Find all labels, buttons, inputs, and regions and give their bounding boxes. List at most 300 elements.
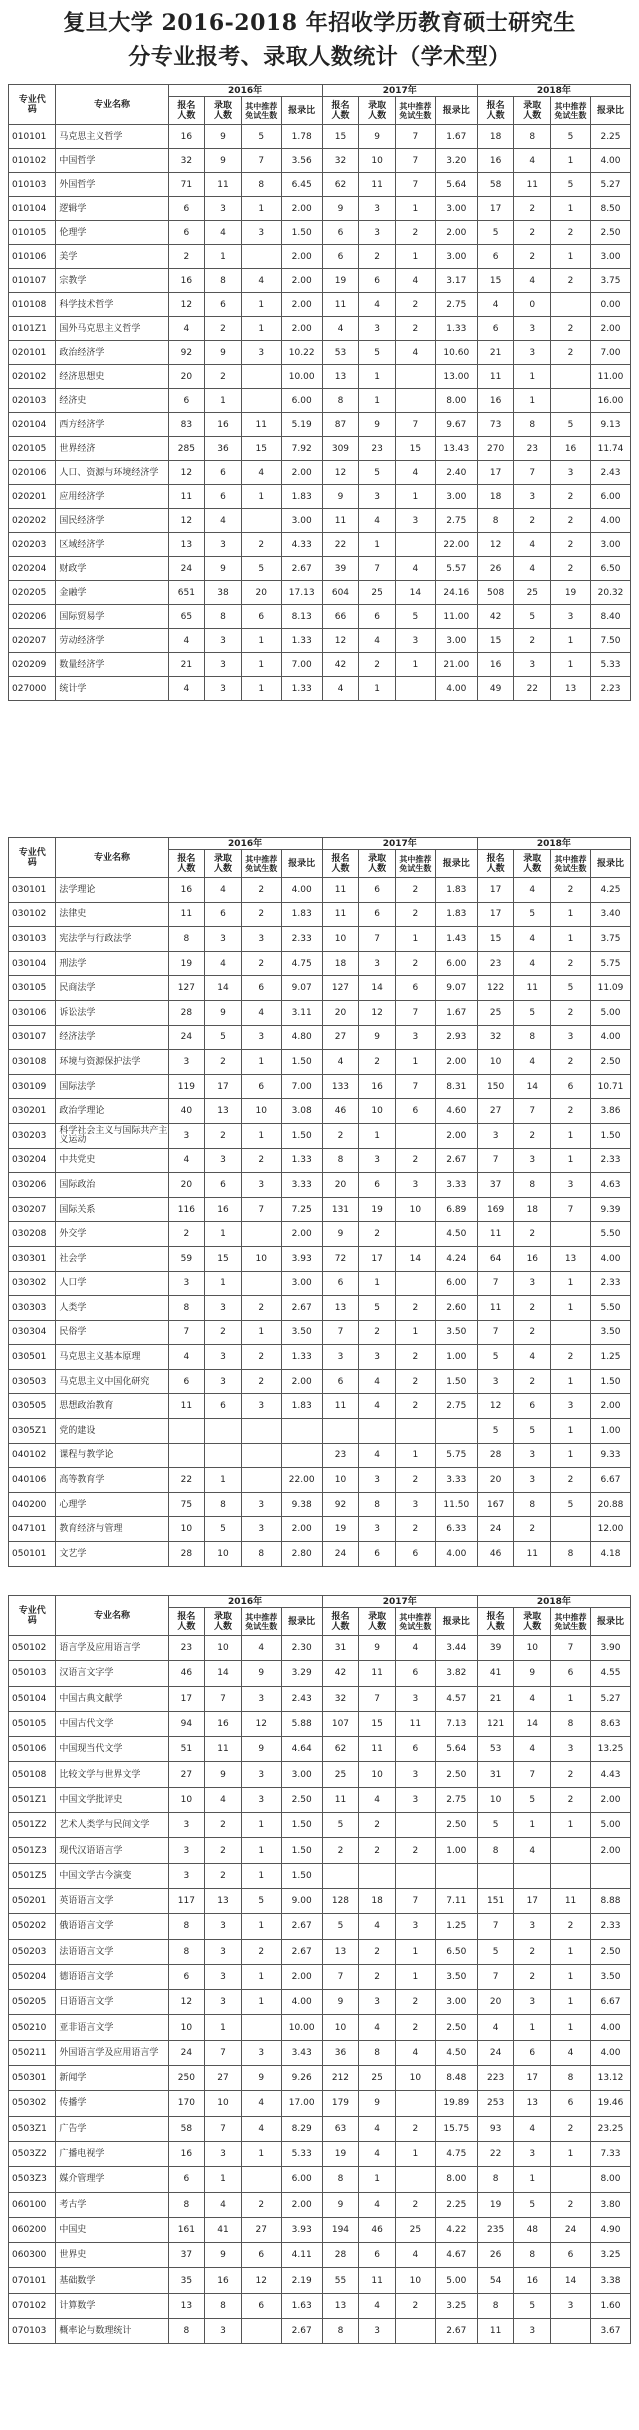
- applicants-cell: 73: [477, 413, 514, 437]
- recommended-cell: 12: [241, 2268, 281, 2293]
- applicants-cell: 8: [168, 2192, 205, 2217]
- ratio-cell: 1.33: [281, 677, 322, 701]
- recommended-cell: 1: [551, 1813, 591, 1838]
- admitted-cell: 3: [205, 1148, 242, 1173]
- major-name: 民俗学: [56, 1320, 168, 1345]
- applicants-cell: 10: [322, 927, 359, 952]
- applicants-cell: 8: [477, 509, 514, 533]
- major-code: 030204: [9, 1148, 56, 1173]
- applicants-cell: 11: [477, 1222, 514, 1247]
- admitted-cell: 1: [514, 2167, 551, 2192]
- applicants-cell: 15: [477, 927, 514, 952]
- admitted-cell: 5: [514, 1419, 551, 1444]
- admitted-cell: 3: [514, 1468, 551, 1493]
- ratio-cell: 3.00: [435, 485, 477, 509]
- ratio-cell: 3.44: [435, 1636, 477, 1661]
- table-row: [9, 1074, 631, 1099]
- ratio-cell: [590, 1863, 630, 1888]
- major-code: 050203: [9, 1939, 56, 1964]
- header-applicants: 报名人数: [168, 850, 205, 878]
- applicants-cell: 15: [477, 269, 514, 293]
- applicants-cell: 6: [322, 221, 359, 245]
- header-of-which: 其中推荐免试生数: [551, 97, 591, 125]
- admitted-cell: 41: [205, 2217, 242, 2242]
- applicants-cell: 31: [477, 1762, 514, 1787]
- recommended-cell: 27: [241, 2217, 281, 2242]
- ratio-cell: 5.88: [281, 1711, 322, 1736]
- ratio-cell: [435, 1863, 477, 1888]
- applicants-cell: 16: [168, 125, 205, 149]
- admitted-cell: 3: [205, 677, 242, 701]
- ratio-cell: 2.00: [590, 1787, 630, 1812]
- applicants-cell: 7: [168, 1320, 205, 1345]
- admitted-cell: 3: [514, 1271, 551, 1296]
- admitted-cell: 13: [514, 2091, 551, 2116]
- admitted-cell: 10: [205, 1636, 242, 1661]
- applicants-cell: 7: [477, 1914, 514, 1939]
- ratio-cell: 10.00: [281, 2015, 322, 2040]
- table-row: [9, 1222, 631, 1247]
- ratio-cell: 8.50: [590, 197, 630, 221]
- recommended-cell: [395, 2319, 435, 2344]
- ratio-cell: 1.50: [590, 1369, 630, 1394]
- major-name: 广告学: [56, 2116, 168, 2141]
- ratio-cell: 4.25: [590, 878, 630, 903]
- major-code: 030108: [9, 1050, 56, 1075]
- recommended-cell: 7: [551, 1197, 591, 1222]
- recommended-cell: 5: [551, 1492, 591, 1517]
- ratio-cell: 7.50: [590, 629, 630, 653]
- major-name: 人口学: [56, 1271, 168, 1296]
- admitted-cell: 16: [514, 1246, 551, 1271]
- admitted-cell: 1: [514, 1813, 551, 1838]
- table-row: [9, 1099, 631, 1124]
- major-name: 逻辑学: [56, 197, 168, 221]
- ratio-cell: 2.25: [590, 125, 630, 149]
- major-code: 050205: [9, 1990, 56, 2015]
- recommended-cell: 2: [241, 878, 281, 903]
- major-code: 0503Z3: [9, 2167, 56, 2192]
- admitted-cell: 16: [205, 2268, 242, 2293]
- table-row: [9, 1686, 631, 1711]
- applicants-cell: 170: [168, 2091, 205, 2116]
- ratio-cell: 2.67: [435, 1148, 477, 1173]
- admitted-cell: 12: [359, 1000, 396, 1025]
- applicants-cell: 39: [322, 557, 359, 581]
- recommended-cell: 3: [241, 927, 281, 952]
- admitted-cell: 11: [205, 1737, 242, 1762]
- admitted-cell: 10: [205, 2091, 242, 2116]
- header-ratio: 报录比: [435, 850, 477, 878]
- ratio-cell: 9.07: [281, 976, 322, 1001]
- major-code: 020202: [9, 509, 56, 533]
- ratio-cell: 4.22: [435, 2217, 477, 2242]
- recommended-cell: 8: [241, 173, 281, 197]
- recommended-cell: 10: [395, 1197, 435, 1222]
- admitted-cell: 0: [514, 293, 551, 317]
- applicants-cell: 8: [168, 1914, 205, 1939]
- recommended-cell: 1: [551, 1148, 591, 1173]
- applicants-cell: 3: [477, 1123, 514, 1148]
- admitted-cell: 3: [359, 1148, 396, 1173]
- applicants-cell: 4: [322, 677, 359, 701]
- ratio-cell: 6.00: [435, 951, 477, 976]
- admitted-cell: 2: [205, 1813, 242, 1838]
- ratio-cell: 2.50: [590, 1939, 630, 1964]
- ratio-cell: 4.00: [281, 1990, 322, 2015]
- ratio-cell: 1.50: [281, 1813, 322, 1838]
- admitted-cell: 5: [514, 2192, 551, 2217]
- recommended-cell: 2: [395, 902, 435, 927]
- ratio-cell: 19.46: [590, 2091, 630, 2116]
- admitted-cell: 9: [205, 125, 242, 149]
- admitted-cell: 4: [514, 951, 551, 976]
- ratio-cell: 2.33: [281, 927, 322, 952]
- major-code: 030101: [9, 878, 56, 903]
- ratio-cell: 5.00: [435, 2268, 477, 2293]
- admitted-cell: 3: [205, 1990, 242, 2015]
- applicants-cell: 8: [477, 2167, 514, 2192]
- admitted-cell: 7: [514, 1762, 551, 1787]
- recommended-cell: 6: [241, 976, 281, 1001]
- applicants-cell: 3: [477, 1369, 514, 1394]
- ratio-cell: 7.13: [435, 1711, 477, 1736]
- admitted-cell: 4: [359, 2192, 396, 2217]
- recommended-cell: 3: [395, 1914, 435, 1939]
- recommended-cell: 1: [241, 1964, 281, 1989]
- major-code: 030201: [9, 1099, 56, 1124]
- applicants-cell: 11: [168, 485, 205, 509]
- major-code: 070103: [9, 2319, 56, 2344]
- table-row: [9, 1787, 631, 1812]
- header-year: 2017年: [322, 838, 477, 850]
- applicants-cell: 66: [322, 605, 359, 629]
- applicants-cell: 6: [168, 221, 205, 245]
- major-code: 0501Z2: [9, 1813, 56, 1838]
- ratio-cell: 4.00: [281, 878, 322, 903]
- applicants-cell: 46: [477, 1542, 514, 1567]
- ratio-cell: 3.00: [435, 197, 477, 221]
- recommended-cell: 4: [241, 1636, 281, 1661]
- ratio-cell: 8.63: [590, 1711, 630, 1736]
- admitted-cell: 4: [205, 2192, 242, 2217]
- applicants-cell: 121: [477, 1711, 514, 1736]
- major-code: 020102: [9, 365, 56, 389]
- recommended-cell: 6: [551, 2243, 591, 2268]
- major-name: 数量经济学: [56, 653, 168, 677]
- applicants-cell: 32: [477, 1025, 514, 1050]
- admitted-cell: 4: [359, 1443, 396, 1468]
- ratio-cell: 3.56: [281, 149, 322, 173]
- applicants-cell: 87: [322, 413, 359, 437]
- applicants-cell: 19: [168, 951, 205, 976]
- applicants-cell: 651: [168, 581, 205, 605]
- major-code: 0503Z1: [9, 2116, 56, 2141]
- admitted-cell: 2: [359, 653, 396, 677]
- applicants-cell: 75: [168, 1492, 205, 1517]
- table-row: [9, 365, 631, 389]
- admitted-cell: 4: [514, 557, 551, 581]
- recommended-cell: 4: [551, 2040, 591, 2065]
- ratio-cell: 1.83: [281, 902, 322, 927]
- recommended-cell: 1: [551, 1990, 591, 2015]
- applicants-cell: 12: [322, 629, 359, 653]
- major-code: 020205: [9, 581, 56, 605]
- recommended-cell: 1: [241, 2141, 281, 2166]
- ratio-cell: 2.50: [435, 2015, 477, 2040]
- admitted-cell: 2: [514, 197, 551, 221]
- ratio-cell: 4.00: [590, 1025, 630, 1050]
- recommended-cell: [395, 677, 435, 701]
- major-code: 030302: [9, 1271, 56, 1296]
- header-year: 2016年: [168, 1596, 322, 1608]
- admitted-cell: 9: [205, 1762, 242, 1787]
- recommended-cell: 5: [551, 413, 591, 437]
- header-admitted: 录取人数: [205, 1608, 242, 1636]
- applicants-cell: 10: [168, 2015, 205, 2040]
- admitted-cell: 2: [514, 1320, 551, 1345]
- admitted-cell: 48: [514, 2217, 551, 2242]
- table-row: [9, 2040, 631, 2065]
- recommended-cell: 2: [395, 2293, 435, 2318]
- applicants-cell: 20: [168, 1173, 205, 1198]
- applicants-cell: 6: [322, 1369, 359, 1394]
- admitted-cell: 17: [205, 1074, 242, 1099]
- major-code: 040106: [9, 1468, 56, 1493]
- recommended-cell: 2: [395, 1345, 435, 1370]
- ratio-cell: 3.33: [435, 1173, 477, 1198]
- recommended-cell: 3: [241, 221, 281, 245]
- major-name: 国际法学: [56, 1074, 168, 1099]
- admitted-cell: 4: [359, 2141, 396, 2166]
- admitted-cell: 1: [359, 1271, 396, 1296]
- admitted-cell: 18: [359, 1888, 396, 1913]
- ratio-cell: 20.88: [590, 1492, 630, 1517]
- admitted-cell: 5: [514, 902, 551, 927]
- ratio-cell: 1.50: [281, 221, 322, 245]
- recommended-cell: 1: [241, 1838, 281, 1863]
- ratio-cell: 2.67: [281, 2319, 322, 2344]
- major-code: 020203: [9, 533, 56, 557]
- admitted-cell: 3: [359, 317, 396, 341]
- applicants-cell: 21: [168, 653, 205, 677]
- recommended-cell: 2: [395, 1296, 435, 1321]
- recommended-cell: 1: [395, 1964, 435, 1989]
- admitted-cell: [205, 1419, 242, 1444]
- header-code: 专业代码: [9, 838, 56, 878]
- admitted-cell: 8: [514, 413, 551, 437]
- admitted-cell: 7: [514, 461, 551, 485]
- recommended-cell: 3: [551, 1173, 591, 1198]
- ratio-cell: 16.00: [590, 389, 630, 413]
- major-name: 美学: [56, 245, 168, 269]
- table-row: [9, 533, 631, 557]
- admitted-cell: 5: [514, 2293, 551, 2318]
- major-code: 0101Z1: [9, 317, 56, 341]
- applicants-cell: 4: [168, 677, 205, 701]
- admitted-cell: 11: [359, 1737, 396, 1762]
- table-row: [9, 677, 631, 701]
- major-name: 科学社会主义与国际共产主义运动: [56, 1123, 168, 1148]
- recommended-cell: 1: [395, 245, 435, 269]
- major-name: 外国哲学: [56, 173, 168, 197]
- recommended-cell: 1: [551, 629, 591, 653]
- recommended-cell: 3: [241, 1762, 281, 1787]
- applicants-cell: 37: [168, 2243, 205, 2268]
- recommended-cell: 1: [551, 653, 591, 677]
- recommended-cell: 6: [551, 1074, 591, 1099]
- applicants-cell: 13: [168, 533, 205, 557]
- ratio-cell: 2.50: [281, 1787, 322, 1812]
- admitted-cell: 2: [514, 1517, 551, 1542]
- table-row: [9, 2217, 631, 2242]
- recommended-cell: 5: [551, 976, 591, 1001]
- recommended-cell: 2: [551, 1099, 591, 1124]
- admitted-cell: 3: [514, 1990, 551, 2015]
- applicants-cell: 2: [322, 1123, 359, 1148]
- admitted-cell: 4: [359, 1914, 396, 1939]
- applicants-cell: 117: [168, 1888, 205, 1913]
- ratio-cell: 4.00: [435, 1542, 477, 1567]
- admitted-cell: 2: [514, 629, 551, 653]
- recommended-cell: 2: [241, 1939, 281, 1964]
- admitted-cell: 4: [359, 293, 396, 317]
- ratio-cell: 3.50: [590, 1964, 630, 1989]
- recommended-cell: [551, 365, 591, 389]
- admitted-cell: 11: [205, 173, 242, 197]
- recommended-cell: [395, 389, 435, 413]
- table-row: [9, 1345, 631, 1370]
- recommended-cell: 6: [241, 605, 281, 629]
- recommended-cell: 3: [241, 1517, 281, 1542]
- admitted-cell: 14: [205, 1661, 242, 1686]
- table-row: [9, 1914, 631, 1939]
- major-code: 060100: [9, 2192, 56, 2217]
- ratio-cell: 1.00: [435, 1345, 477, 1370]
- header-ratio: 报录比: [435, 1608, 477, 1636]
- ratio-cell: 2.00: [281, 461, 322, 485]
- applicants-cell: 6: [477, 317, 514, 341]
- ratio-cell: 3.08: [281, 1099, 322, 1124]
- recommended-cell: 3: [241, 1492, 281, 1517]
- ratio-cell: 3.11: [281, 1000, 322, 1025]
- major-name: 中国史: [56, 2217, 168, 2242]
- admitted-cell: 9: [359, 1025, 396, 1050]
- admitted-cell: 3: [205, 1296, 242, 1321]
- admitted-cell: 4: [359, 2116, 396, 2141]
- admitted-cell: 4: [205, 1787, 242, 1812]
- recommended-cell: 8: [241, 1542, 281, 1567]
- header-year: 2018年: [477, 85, 630, 97]
- recommended-cell: 2: [551, 878, 591, 903]
- recommended-cell: [241, 2167, 281, 2192]
- major-name: 马克思主义基本原理: [56, 1345, 168, 1370]
- recommended-cell: 1: [551, 1296, 591, 1321]
- major-code: 010101: [9, 125, 56, 149]
- applicants-cell: 10: [322, 1468, 359, 1493]
- applicants-cell: 6: [168, 1369, 205, 1394]
- recommended-cell: 10: [395, 2066, 435, 2091]
- ratio-cell: 22.00: [435, 533, 477, 557]
- ratio-cell: 5.64: [435, 1737, 477, 1762]
- admitted-cell: 5: [359, 341, 396, 365]
- ratio-cell: 7.33: [590, 2141, 630, 2166]
- ratio-cell: 1.50: [281, 1863, 322, 1888]
- major-code: 030301: [9, 1246, 56, 1271]
- table-header: [9, 838, 631, 878]
- ratio-cell: 21.00: [435, 653, 477, 677]
- ratio-cell: 4.33: [281, 533, 322, 557]
- ratio-cell: 4.75: [281, 951, 322, 976]
- major-code: 070101: [9, 2268, 56, 2293]
- applicants-cell: 19: [322, 1517, 359, 1542]
- recommended-cell: 2: [395, 2015, 435, 2040]
- header-admitted: 录取人数: [359, 850, 396, 878]
- header-applicants: 报名人数: [322, 97, 359, 125]
- major-name: 语言学及应用语言学: [56, 1636, 168, 1661]
- applicants-cell: 93: [477, 2116, 514, 2141]
- applicants-cell: 12: [168, 509, 205, 533]
- table-row: [9, 1148, 631, 1173]
- admitted-cell: 8: [514, 1492, 551, 1517]
- major-name: 国外马克思主义哲学: [56, 317, 168, 341]
- ratio-cell: 4.64: [281, 1737, 322, 1762]
- header-of-which: 其中推荐免试生数: [241, 850, 281, 878]
- applicants-cell: 604: [322, 581, 359, 605]
- admitted-cell: 10: [514, 1636, 551, 1661]
- major-name: 金融学: [56, 581, 168, 605]
- major-code: 030304: [9, 1320, 56, 1345]
- header-of-which: 其中推荐免试生数: [395, 97, 435, 125]
- table-row: [9, 125, 631, 149]
- applicants-cell: 20: [477, 1468, 514, 1493]
- header-admitted: 录取人数: [359, 97, 396, 125]
- table-row: [9, 581, 631, 605]
- ratio-cell: 3.93: [281, 2217, 322, 2242]
- applicants-cell: 10: [168, 1517, 205, 1542]
- recommended-cell: [551, 389, 591, 413]
- recommended-cell: 2: [395, 317, 435, 341]
- major-name: 汉语言文字学: [56, 1661, 168, 1686]
- applicants-cell: 127: [168, 976, 205, 1001]
- ratio-cell: 9.00: [281, 1888, 322, 1913]
- applicants-cell: 16: [477, 149, 514, 173]
- applicants-cell: 17: [477, 878, 514, 903]
- admitted-cell: 5: [205, 1025, 242, 1050]
- admitted-cell: 1: [359, 2167, 396, 2192]
- major-name: 刑法学: [56, 951, 168, 976]
- ratio-cell: 3.00: [590, 245, 630, 269]
- applicants-cell: 8: [322, 2167, 359, 2192]
- applicants-cell: 24: [168, 2040, 205, 2065]
- table-row: [9, 2293, 631, 2318]
- major-code: 020206: [9, 605, 56, 629]
- recommended-cell: 3: [241, 1686, 281, 1711]
- recommended-cell: 15: [395, 437, 435, 461]
- applicants-cell: 11: [322, 1787, 359, 1812]
- stats-table-1: [8, 84, 631, 701]
- recommended-cell: 2: [551, 533, 591, 557]
- ratio-cell: 6.00: [281, 2167, 322, 2192]
- major-name: 统计学: [56, 677, 168, 701]
- admitted-cell: 2: [205, 1123, 242, 1148]
- recommended-cell: 1: [395, 1443, 435, 1468]
- major-name: 经济思想史: [56, 365, 168, 389]
- major-code: 030107: [9, 1025, 56, 1050]
- admitted-cell: 27: [205, 2066, 242, 2091]
- document-title-line1: 复旦大学 2016-2018 年招收学历教育硕士研究生: [63, 10, 576, 36]
- recommended-cell: 2: [551, 951, 591, 976]
